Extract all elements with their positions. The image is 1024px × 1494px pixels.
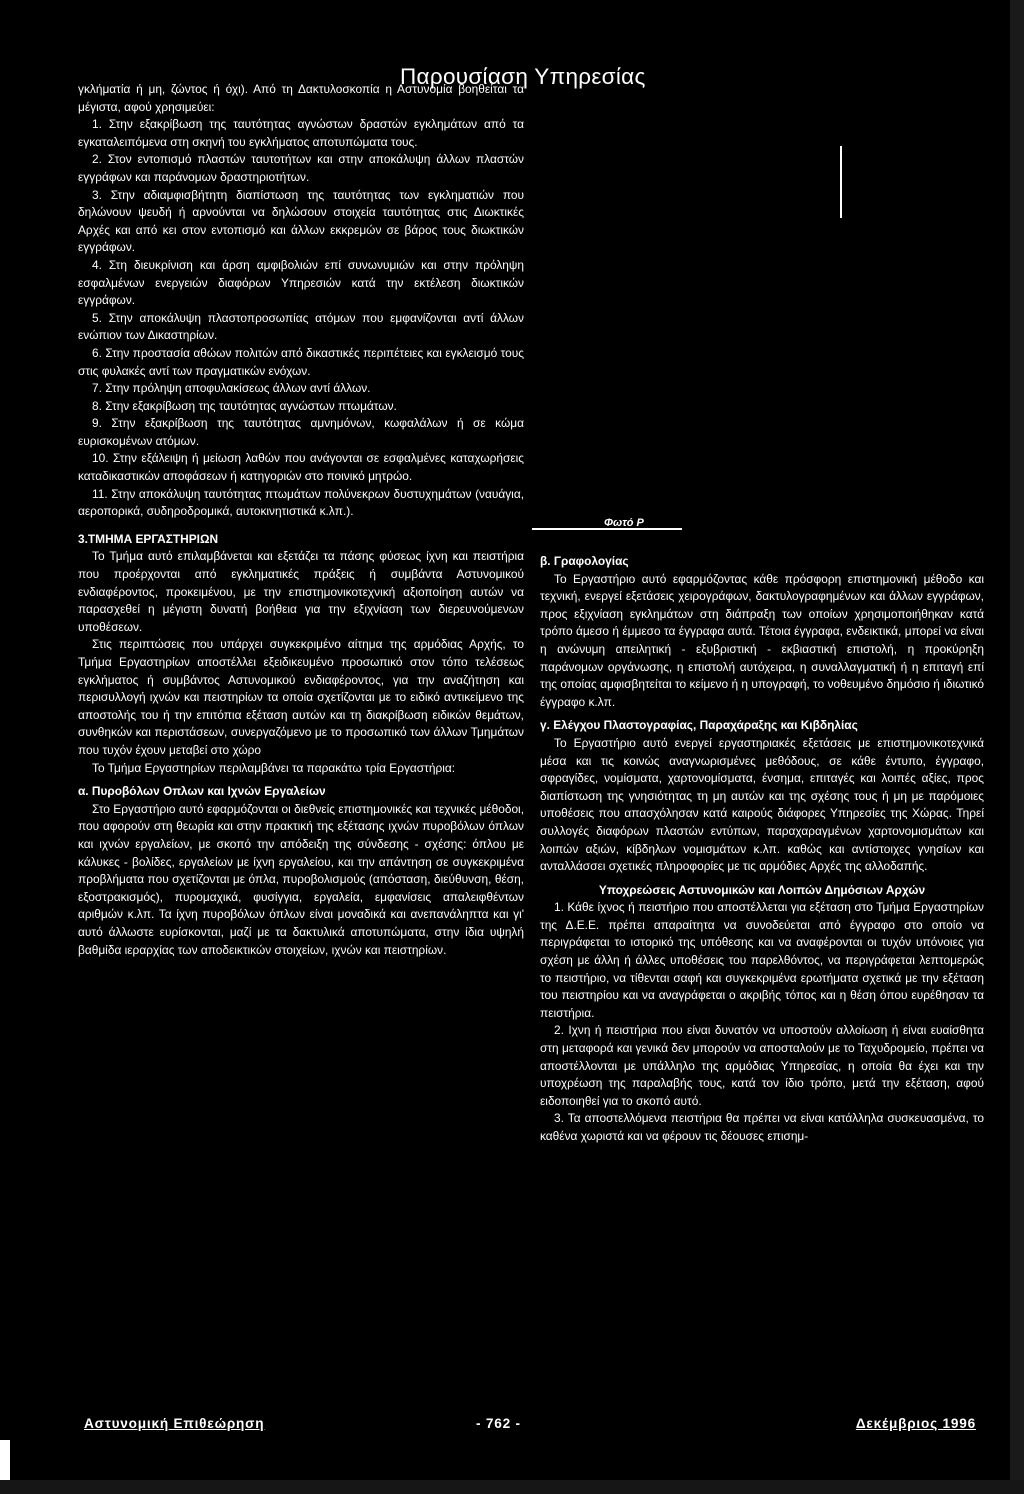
- right-column-paragraph: 1. Κάθε ίχνος ή πειστήριο που αποστέλλεται για εξέταση στο Τμήμα Εργαστηρίων της Δ.Ε.Ε. πρέπει απαραίτητα να συνοδεύεται από έγγραφο στο οποίο να περιγράφεται το ιστορικό της υπόθεσης και να αναφέρονται οι τυχόν υπόνοιες για σχέση με άλλη ή άλλες υποθέσεις του παρελθόντος, να περιγράφεται λεπτομερώς το πειστήριο, να τίθενται σαφή και συγκεκριμένα ερωτήματα σχετικά με την εξέταση του πειστηρίου και να αναγράφεται ο ακριβής τόπος και η θέση όπου ευρέθησαν τα πειστήρια.: [540, 900, 984, 1020]
- right-column-paragraph: γ. Ελέγχου Πλαστογραφίας, Παραχάραξης και Κιβδηλίας: [540, 718, 858, 733]
- right-column-paragraph: β. Γραφολογίας: [540, 554, 629, 568]
- left-column-paragraph: 11. Στην αποκάλυψη ταυτότητας πτωμάτων πολύνεκρων δυστυχημάτων (ναυάγια, αεροπορικά, συδηροδρομικά, αυτοκινητιστικά κ.λπ.).: [78, 486, 524, 519]
- page-footer: [84, 1416, 988, 1438]
- left-column-paragraph: α. Πυροβόλων Οπλων και Ιχνών Εργαλείων: [78, 784, 326, 799]
- left-column-paragraph: 9. Στην εξακρίβωση της ταυτότητας αμνημόνων, κωφαλάλων ή σε κώμα ευρισκομένων ατόμων.: [78, 416, 524, 448]
- photo-caption-strip: [532, 517, 702, 532]
- footer-publication: Αστυνομική Επιθεώρηση: [84, 1416, 265, 1431]
- photo-caption: Φωτό Ρ: [604, 517, 644, 529]
- left-column-paragraph: γκλήματία ή μη, ζώντος ή όχι). Από τη Δακτυλοσκοπία η Αστυνομία βοηθείται τα μέγιστα, αφού χρησιμεύει:: [78, 82, 524, 114]
- right-column-paragraph: Υποχρεώσεις Αστυνομικών και Λοιπών Δημόσιων Αρχών: [598, 882, 926, 897]
- left-column-paragraph: 3. Στην αδιαμφισβήτητη διαπίστωση της ταυτότητας των εγκληματιών που δηλώνουν ψευδή ή αρνούνται να δηλώσουν στοιχεία ταυτότητας στις Διωκτικές Αρχές και από κει στον εντοπισμό και άλλων εκκρεμών σε βάρος τους διωκτικών εγγράφων.: [78, 187, 524, 255]
- footer-date: Δεκέμβριος 1996: [855, 1416, 976, 1431]
- margin-rule: [840, 146, 842, 218]
- left-column-paragraph: 2. Στον εντοπισμό πλαστών ταυτοτήτων και στην αποκάλυψη άλλων πλαστών εγγράφων και παράνομων δραστηριοτήτων.: [78, 152, 524, 184]
- left-column-paragraph: 8. Στην εξακρίβωση της ταυτότητας αγνώστων πτωμάτων.: [92, 398, 397, 413]
- right-text-column: [540, 547, 984, 1146]
- scan-edge-mark: [0, 1440, 10, 1480]
- footer-page-number: - 762 -: [476, 1416, 521, 1431]
- left-column-paragraph: Το Τμήμα αυτό επιλαμβάνεται και εξετάζει τα πάσης φύσεως ίχνη και πειστήρια που προέρχονται από εγκληματικές πράξεις ή συμβάντα Αστυνομικού ενδιαφέροντος, προκειμένου, με την επιστημονικοτεχνική αξιοποίηση αυτών να παρασχεθεί η μέγιστη δυνατή βοήθεια για την εξιχνίαση των διερευνούμενων υποθέσεων.: [78, 549, 524, 634]
- right-column-paragraph: Το Εργαστήριο αυτό ενεργεί εργαστηριακές εξετάσεις με επιστημονικοτεχνικά μέσα και τις κοινώς αναγνωρισμένες μεθόδους, σε κάθε έντυπο, έγγραφο, σφραγίδες, νομίσματα, χαρτονομίσματα, ένσημα, επιταγές και λοιπές αξίες, προς διαπίστωση της γνησιότητας τη μη αυτών και της σχέσης τους ή μη με παρόμοιες υποθέσεις που απασχόλησαν κατά καιρούς διάφορες Υπηρεσίες της Χώρας. Τηρεί συλλογές διαφόρων πλαστών εντύπων, παραχαραγμένων χαρτονομισμάτων και λοιπών αξιών, κίβδηλων νομισμάτων κ.λπ. καθώς και αντίστοιχες γνησίων και ανταλλάσσει σχετικές πληροφορίες με τις αρμόδιες Αρχές της αλλοδαπής.: [540, 735, 984, 874]
- left-column-paragraph: Το Τμήμα Εργαστηρίων περιλαμβάνει τα παρακάτω τρία Εργαστήρια:: [92, 760, 456, 775]
- left-column-paragraph: Στις περιπτώσεις που υπάρχει συγκεκριμένο αίτημα της αρμόδιας Αρχής, το Τμήμα Εργαστηρίων αποστέλλει εξειδικευμένο προσωπικό στον τόπο τελέσεως εγκλήματος ή συμβάντος Αστυνομικού ενδιαφέροντος, για την αναζήτηση και περισυλλογή ιχνών και πειστηρίων τα οποία σχετίζονται με το ειδικό αντικείμενο της αποστολής του ή την επιτόπια εξέταση αυτών και τη διακρίβωση ειδικών θεμάτων, συνθηκών και περιστάσεων, συνεργαζόμενο με το προσωπικό των άλλων Τμημάτων που τυχόν έχουν μεταβεί στο χώρο: [78, 637, 524, 757]
- right-column-paragraph: 2. Ιχνη ή πειστήρια που είναι δυνατόν να υποστούν αλλοίωση ή είναι ευαίσθητα στη μεταφορά και γενικά δεν μπορούν να αποσταλούν με το Ταχυδρομείο, πρέπει να αποστέλλονται με υπάλληλο της αρμόδιας Υπηρεσίας, η οποία θα έχει και την υποχρέωση της παραλαβής τους, κατά τον ίδιο τρόπο, μετά την εξέταση, αφού ειδοποιηθεί για το σκοπό αυτό.: [540, 1023, 984, 1108]
- left-column-paragraph: 1. Στην εξακρίβωση της ταυτότητας αγνώστων δραστών εγκλημάτων από τα εγκαταλειπόμενα στη σκηνή του εγκλήματος αποτυπώματα τους.: [78, 117, 524, 149]
- left-column-paragraph: 10. Στην εξάλειψη ή μείωση λαθών που ανάγονται σε εσφαλμένες καταχωρήσεις καταδικαστικών αποφάσεων ή κατηγοριών στο ποινικό μητρώο.: [78, 451, 524, 484]
- left-text-column: [78, 81, 524, 959]
- left-column-paragraph: 5. Στην αποκάλυψη πλαστοπροσωπίας ατόμων που εμφανίζονται αντί άλλων ενώπιον των Δικαστηρίων.: [78, 310, 524, 343]
- section-heading: 3.ΤΜΗΜΑ ΕΡΓΑΣΤΗΡΙΩΝ: [78, 531, 219, 546]
- left-column-paragraph: Στο Εργαστήριο αυτό εφαρμόζονται οι διεθνείς επιστημονικές και τεχνικές μέθοδοι, που αφορούν στη θεωρία και στην πρακτική της εξέτασης ιχνών πυροβόλων όπλων και ιχνών εργαλείων, με σκοπό την απόδειξη της σύνδεσης - σχέσης: όπλου με κάλυκες - βολίδες, εργαλείων με ίχνη εργαλείου, και την απάντηση σε συγκεκριμένα προβλήματα που σχετίζονται με όπλα, πυροβολισμούς (απόσταση, διεύθυνση, θέση, εξοστρακισμός), πυρομαχικά, φυσίγγια, εργαλεία, εμφανίσεις απαλειφθέντων αριθμών κ.λπ. Τα ίχνη πυροβόλων όπλων είναι μοναδικά και ανεπανάληπτα και γι' αυτό άλλωστε ευρίσκονται, μαζί με τα δακτυλικά αποτυπώματα, στην ίδια υψηλή βαθμίδα ιεραρχίας των αποδεικτικών στοιχείων, ιχνών και πειστηρίων.: [78, 801, 524, 957]
- scan-edge-bottom: [0, 1480, 1024, 1494]
- right-column-paragraph: 3. Τα αποστελλόμενα πειστήρια θα πρέπει να είναι κατάλληλα συσκευασμένα, το καθένα χωριστά και να φέρουν τις δέουσες επισημ-: [540, 1111, 984, 1143]
- scan-edge-right: [1010, 0, 1024, 1494]
- left-column-paragraph: 7. Στην πρόληψη αποφυλακίσεως άλλων αντί άλλων.: [92, 381, 371, 396]
- running-title: Παρουσίαση Υπηρεσίας: [400, 64, 646, 89]
- left-column-paragraph: 4. Στη διευκρίνιση και άρση αμφιβολιών επί συνωνυμιών και στην πρόληψη εσφαλμένων ενεργειών διαφόρων Υπηρεσιών κατά την εκτέλεση διωκτικών εγγράφων.: [78, 257, 524, 308]
- right-column-paragraph: Το Εργαστήριο αυτό εφαρμόζοντας κάθε πρόσφορη επιστημονική μέθοδο και τεχνική, ενεργεί εξετάσεις χειρογράφων, δακτυλογραφημένων και άλλων εγγράφων, προς εξιχνίαση εγκλημάτων στη διάπραξη των οποίων χρησιμοποιήθηκαν κατά τρόπο άμεσο ή έμμεσο τα έγγραφα αυτά. Τέτοια έγγραφα, ενδεικτικά, μπορεί να είναι η ανώνυμη απειλητική - εξυβριστική - εκβιαστική επιστολή, η προκύρηξη παράνομων οργάνωσης, η επιστολή αυτόχειρα, η συναλλαγματική ή η επιταγή επί της οποίας αμφισβητείται το κείμενο ή η υπογραφή, το νοθευμένο δημόσιο ή ιδιωτικό έγγραφο κ.λπ.: [540, 571, 984, 709]
- left-column-paragraph: 6. Στην προστασία αθώων πολιτών από δικαστικές περιπέτειες και εγκλεισμό τους στις φυλακές αντί των πραγματικών ενόχων.: [78, 345, 524, 378]
